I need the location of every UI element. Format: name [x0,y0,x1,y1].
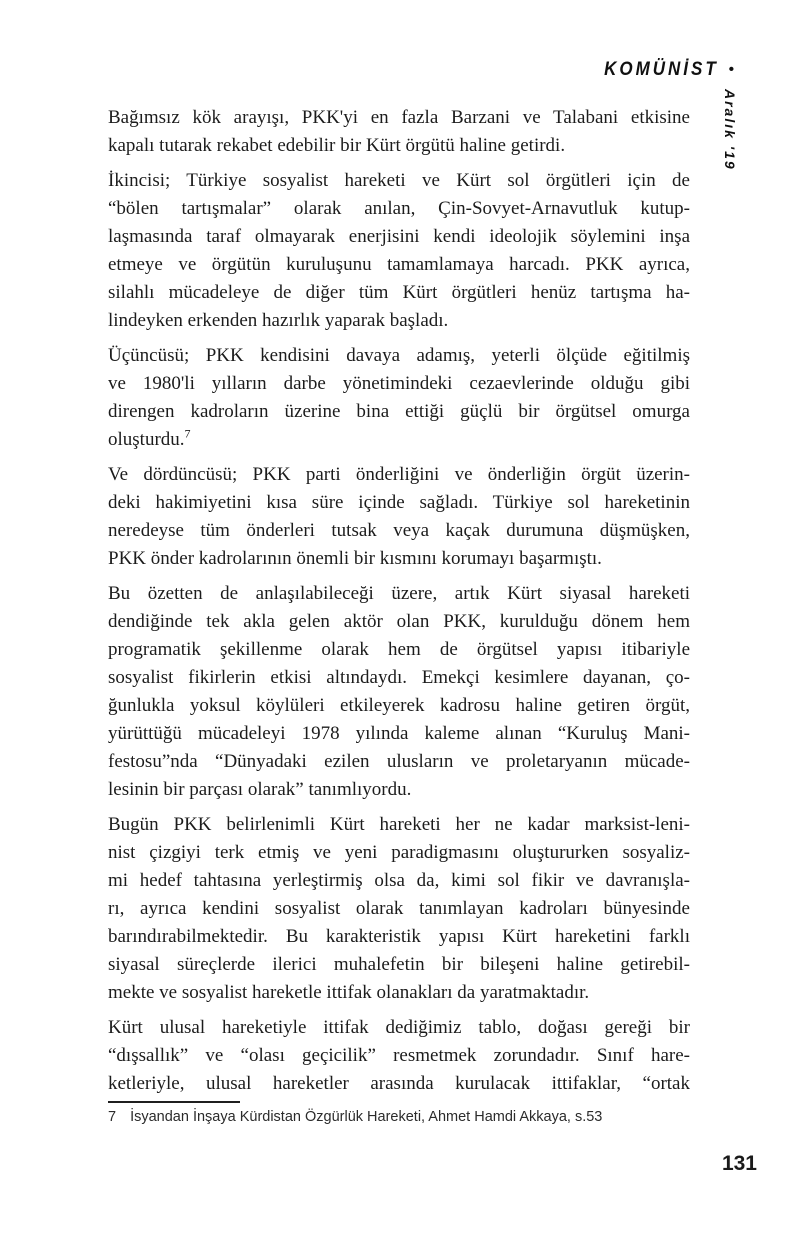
text-line: PKK önder kadrolarının önemli bir kısmını korumayı başarmıştı. [108,548,602,569]
journal-title: KOMÜNİST [604,57,719,80]
text-line: Bugün PKK belirlenimli Kürt hareketi her ne kadar marksist-leni- [108,814,690,835]
footnote-block [108,1101,690,1127]
text-line: oluşturdu.$^7$ [108,426,191,450]
text-line: nist çizgiyi terk etmiş ve yeni paradigmasını oluştururken sosyaliz- [108,842,690,863]
bullet-icon: • [728,60,734,78]
running-head [604,59,734,79]
text-line: laşmasında taraf olmayarak enerjisini kendi ideolojik söylemini inşa [108,226,690,247]
text-line: İkincisi; Türkiye sosyalist hareketi ve Kürt sol örgütleri için de [108,170,690,191]
text-line: “bölen tartışmalar” olarak anılan, Çin-Sovyet-Arnavutluk kutup- [108,198,690,219]
body-text [108,104,690,1105]
text-line: ketleriyle, ulusal hareketler arasında kurulacak ittifaklar, “ortak [108,1073,690,1094]
text-line: ve 1980'li yılların darbe yönetimindeki cezaevlerinde olduğu gibi [108,373,690,394]
text-line: silahlı mücadeleye de diğer tüm Kürt örgütleri henüz tartışma ha- [108,282,690,303]
text-line: mi hedef tahtasına yerleştirmiş olsa da, kimi sol fikir ve davranışla- [108,870,690,891]
paragraph [108,580,690,804]
text-line: Ve dördüncüsü; PKK parti önderliğini ve önderliğin örgüt üzerin- [108,464,690,485]
text-line: programatik şekillenme olarak hem de örgütsel yapısı itibariyle [108,639,690,660]
text-line: Kürt ulusal hareketiyle ittifak dediğimiz tablo, doğası gereği bir [108,1017,690,1038]
text-line: yürüttüğü mücadeleyi 1978 yılında kaleme alınan “Kuruluş Mani- [108,723,690,744]
paragraph [108,342,690,454]
text-line: kapalı tutarak rekabet edebilir bir Kürt örgütü haline getirdi. [108,135,566,156]
text-line: barındırabilmektedir. Bu karakteristik yapısı Kürt hareketini farklı [108,926,690,947]
text-line: lindeyken erkenden hazırlık yaparak başladı. [108,310,449,331]
paragraph [108,461,690,573]
footnote-text: İsyandan İnşaya Kürdistan Özgürlük Hareketi, Ahmet Hamdi Akkaya, s.53 [130,1109,603,1125]
footnote-rule [108,1101,240,1103]
paragraph [108,167,690,335]
paragraph [108,1014,690,1098]
footnote-marker: 7 [108,1109,117,1125]
text-line: “dışsallık” ve “olası geçicilik” resmetmek zorundadır. Sınıf hare- [108,1045,690,1066]
text-line: deki hakimiyetini kısa süre içinde sağladı. Türkiye sol hareketinin [108,492,690,513]
page-number: 131 [721,1152,757,1175]
text-line: dendiğinde tek akla gelen aktör olan PKK, kurulduğu dönem hem [108,611,690,632]
text-line: rı, ayrıca kendini sosyalist olarak tanımlayan kadroları bünyesinde [108,898,690,919]
text-line: festosu”nda “Dünyadaki ezilen ulusların ve proletaryanın mücade- [108,751,690,772]
issue-date-label: Aralık '19 [722,89,738,171]
text-line: Bu özetten de anlaşılabileceği üzere, artık Kürt siyasal hareketi [108,583,690,604]
footnote [108,1108,690,1127]
text-line: ğunlukla yoksul köylüleri etkileyerek kadrosu haline getiren örgüt, [108,695,690,716]
text-line: neredeyse tüm önderleri tutsak veya kaçak durumuna düşmüşken, [108,520,690,541]
text-line: Bağımsız kök arayışı, PKK'yi en fazla Barzani ve Talabani etkisine [108,107,690,128]
text-line: direngen kadroların üzerine bina ettiği güçlü bir örgütsel omurga [108,401,690,422]
text-line: sosyalist fikirlerin etkisi altındaydı. Emekçi kesimlere dayanan, ço- [108,667,690,688]
paragraph [108,811,690,1007]
text-line: mekte ve sosyalist hareketle ittifak olanakları da yaratmaktadır. [108,982,590,1003]
text-line: siyasal süreçlerde ilerici muhalefetin bir bileşeni haline getirebil- [108,954,690,975]
text-line: etmeye ve örgütün kuruluşunu tamamlamaya harcadı. PKK ayrıca, [108,254,690,275]
text-line: Üçüncüsü; PKK kendisini davaya adamış, yeterli ölçüde eğitilmiş [108,345,690,366]
paragraph [108,104,690,160]
footnote-ref: 7 [184,426,191,441]
text-line: lesinin bir parçası olarak” tanımlıyordu. [108,779,412,800]
